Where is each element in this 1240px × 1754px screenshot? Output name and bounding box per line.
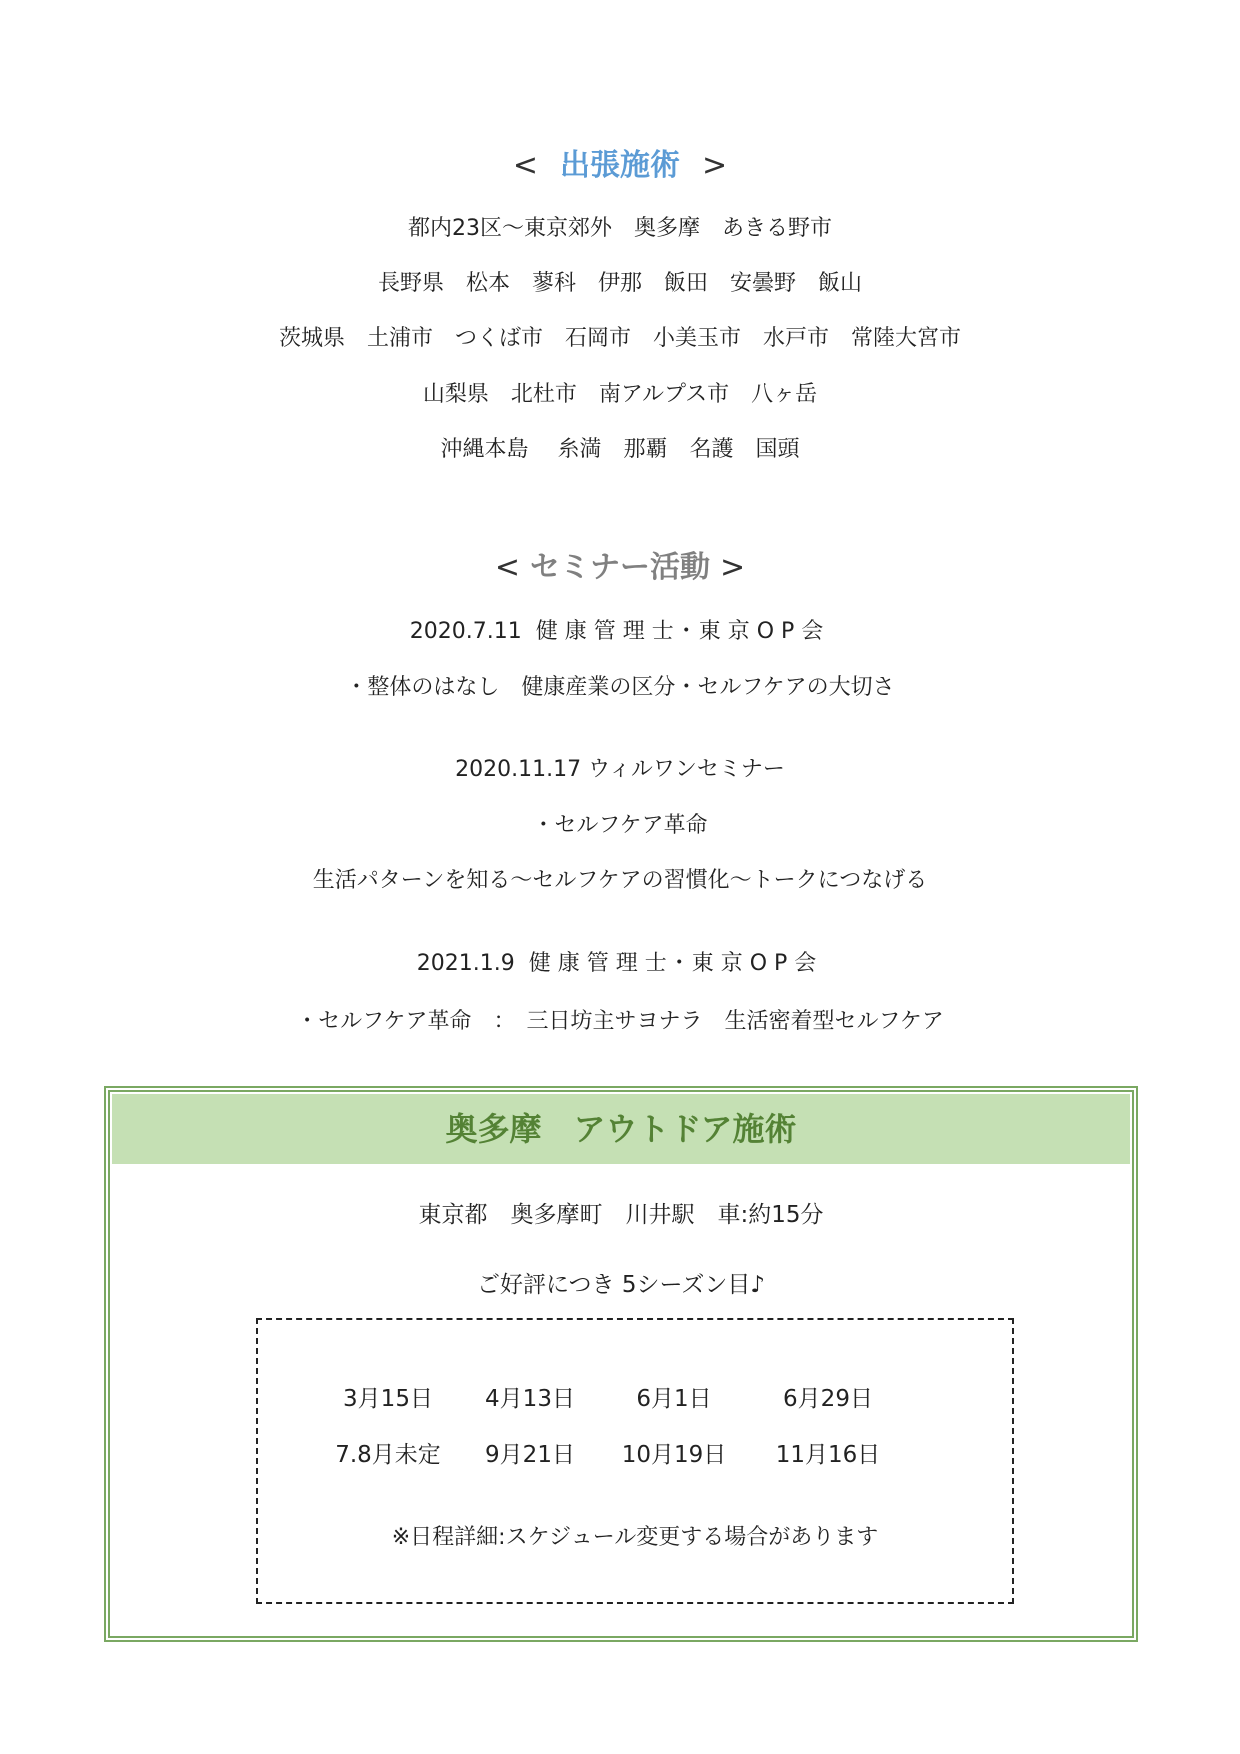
schedule-date: 9月21日 xyxy=(485,1442,575,1468)
dispatch-area-3: 茨城県 土浦市 つくば市 石岡市 小美玉市 水戸市 常陸大宮市 xyxy=(278,326,961,351)
seminar-event-2-detail-2: 生活パターンを知る～セルフケアの習慣化～トークにつなげる xyxy=(312,868,928,893)
schedule-note: ※日程詳細:スケジュール変更する場合があります xyxy=(391,1525,879,1550)
seminar-event-2-date: 2020.11.17 xyxy=(455,757,582,782)
schedule-date: 4月13日 xyxy=(485,1386,575,1412)
schedule-date: 3月15日 xyxy=(343,1386,433,1412)
dispatch-close-bracket: > xyxy=(702,148,728,183)
dispatch-area-2: 長野県 松本 蓼科 伊那 飯田 安曇野 飯山 xyxy=(377,271,862,296)
outdoor-box xyxy=(104,1086,1138,1642)
seminar-event-1-name: 健康管理士･東京OP会 xyxy=(535,619,831,644)
seminar-event-2-name: ウィルワンセミナー xyxy=(588,757,785,782)
seminar-event-3-name: 健康管理士･東京OP会 xyxy=(528,951,824,976)
seminar-close-bracket: > xyxy=(720,550,746,585)
seminar-event-3-detail: ・セルフケア革命 ： 三日坊主サヨナラ 生活密着型セルフケア xyxy=(296,1009,944,1034)
dispatch-open-bracket: < xyxy=(512,148,538,183)
schedule-box xyxy=(256,1318,1014,1604)
seminar-event-2-detail-1: ・セルフケア革命 xyxy=(532,813,708,838)
dispatch-title: 出張施術 xyxy=(560,148,680,183)
dispatch-area-1: 都内23区～東京郊外 奥多摩 あきる野市 xyxy=(408,216,832,241)
seminar-heading xyxy=(0,542,1240,586)
seminar-title: セミナー活動 xyxy=(530,550,710,585)
schedule-row-1 xyxy=(258,1380,1012,1410)
schedule-row-2 xyxy=(258,1436,1012,1466)
seminar-event-3-header xyxy=(0,946,1240,977)
dispatch-area-4: 山梨県 北杜市 南アルプス市 八ヶ岳 xyxy=(422,382,818,407)
schedule-date: 11月16日 xyxy=(775,1442,881,1468)
seminar-event-1-date: 2020.7.11 xyxy=(409,619,522,644)
outdoor-location: 東京都 奥多摩町 川井駅 車:約15分 xyxy=(418,1202,824,1228)
dispatch-area-5: 沖縄本島 糸満 那覇 名護 国頭 xyxy=(440,437,800,462)
outdoor-title: 奥多摩 アウトドア施術 xyxy=(112,1094,1130,1164)
seminar-event-1-detail: ・整体のはなし 健康産業の区分・セルフケアの大切さ xyxy=(345,675,895,700)
schedule-date: 6月29日 xyxy=(783,1386,873,1412)
dispatch-heading xyxy=(0,140,1240,184)
seminar-open-bracket: < xyxy=(494,550,520,585)
schedule-date: 7.8月未定 xyxy=(335,1442,441,1468)
schedule-date: 10月19日 xyxy=(621,1442,727,1468)
seminar-event-2-header xyxy=(0,752,1240,783)
outdoor-tagline: ご好評につき 5シーズン目♪ xyxy=(476,1272,765,1298)
seminar-event-1-header xyxy=(0,614,1240,645)
seminar-event-3-date: 2021.1.9 xyxy=(416,951,515,976)
schedule-date: 6月1日 xyxy=(636,1386,712,1412)
